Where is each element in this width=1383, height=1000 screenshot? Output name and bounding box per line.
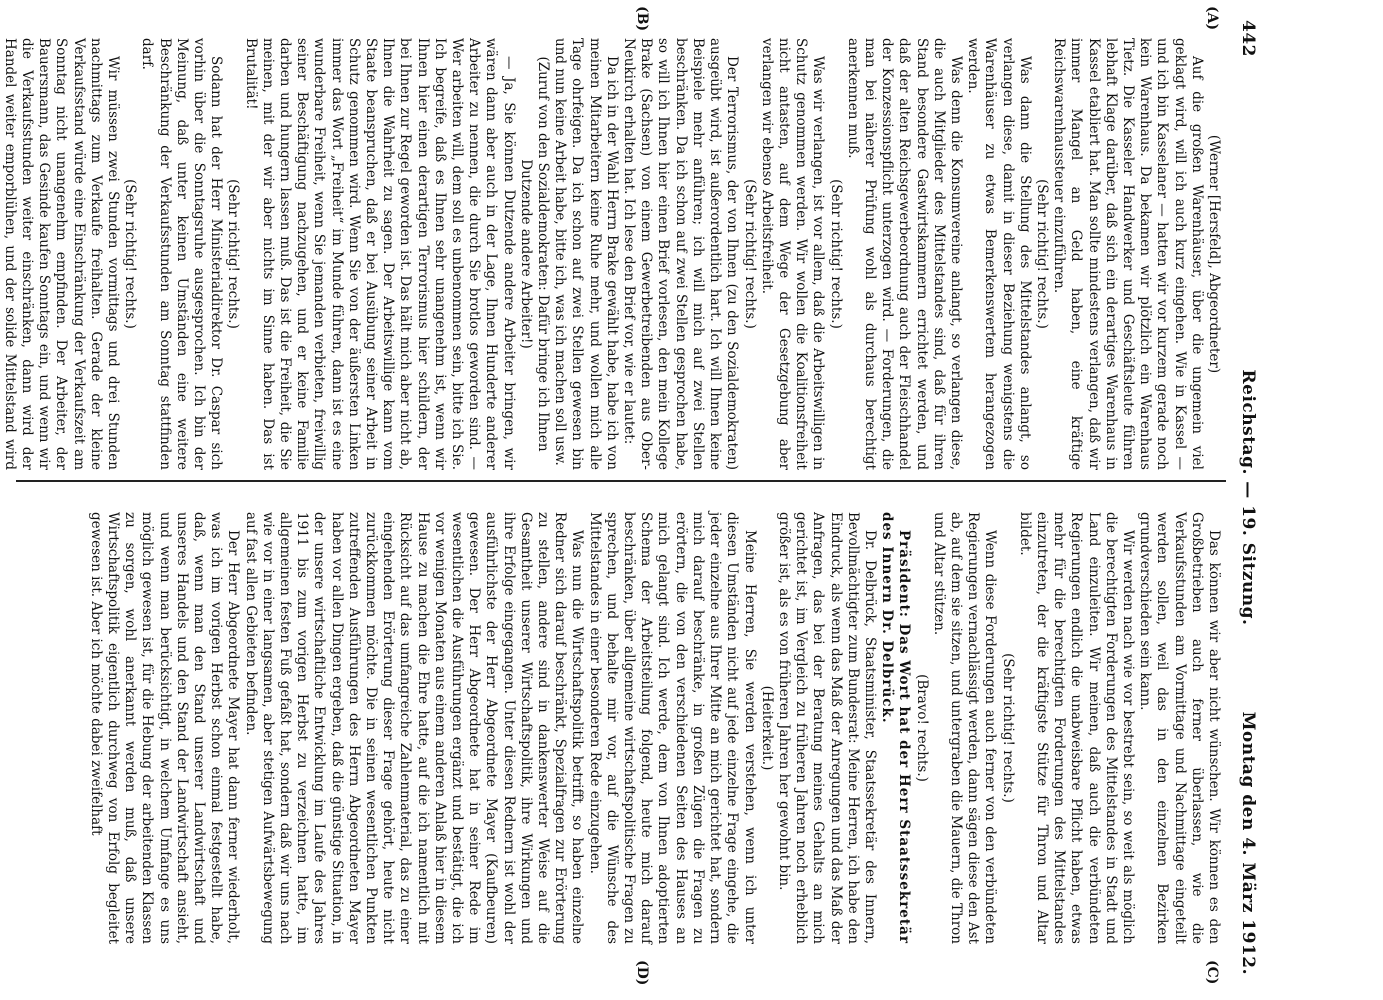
paragraph: Der Herr Abgeordnete Mayer hat dann ferner wiederholt, was ich im vorigen Herbst schon einmal festgestellt habe, daß, wenn man den Stand unserer Landwirtschaft und unseres Handels und den Stand der Landwirtschaft ansieht, und wenn man berücksichtigt, in welchem Umfange es uns möglich gewesen ist, für die Hebung der arbeitenden Klassen zu sorgen, wohl anerkannt werden muß, daß unsere Wirtschaftspolitik eigentlich durchweg von Erfolg begleitet gewesen ist. Aber ich möchte dabei zweifelhaft [87, 512, 242, 944]
paragraph: Auf die großen Warenhäuser, über die ungemein viel geklagt wird, will ich auch kurz eingehen. Wie in Kassel — und ich bin Kasselaner — hatten wir vor kurzem gerade noch kein Warenhaus. Da bekamen wir plötzlich ein Warenhaus Tietz. Die Kasseler Handwerker und Geschäftsleute führen lebhaft Klage darüber, daß sich ein derartiges Warenhaus in Kassel etabliert hat. Man sollte mindestens verlangen, daß wir immer Mangel an Geld haben, eine kräftige Reichswarenhaussteuer einzuführen. [1051, 38, 1205, 470]
paragraph: Da ich in der Wahl Herrn Brake gewählt habe, habe ich von meinen Mitarbeitern keine Ruhe mehr, und wollen mich alle Tage ohrfeigen. Da ich schon auf zwei Stellen gewesen bin und nun keine Arbeit habe, bitte ich, was ich machen soll usw. [552, 38, 620, 470]
interjection: (Bravo! rechts.) [913, 674, 930, 782]
paragraph: Der Terrorismus, der von Ihnen (zu den Sozialdemokraten) ausgeübt wird, ist außerordentlich hart. Ich will Ihnen keine Beispiele mehr anführen; ich will mich auf zwei Stellen beschränken. Da ich schon auf zwei Stellen gesprochen habe, so will ich Ihnen hier einen Brief vorlesen, den mein Kollege Brake (Sachsen) von einem Gewerbetreibenden aus Ober-Neukirch erhalten hat. Ich lese den Brief vor, wie er lautet: [621, 38, 741, 470]
paragraph: Präsident: Das Wort hat der Herr Staatssekretär des Innern Dr. Delbrück. [879, 512, 913, 944]
paragraph: Sodann hat der Herr Ministerialdirektor Dr. Caspar sich vorhin über die Sonntagsruhe ausgesprochen. Ich bin der Meinung, daß unter keinen Umständen eine weitere Beschränkung der Verkaufsstunden am Sonntag stattfinden darf. [139, 38, 225, 470]
paragraph: Dr. Delbrück, Staatsminister, Staatssekretär des Innern, Bevollmächtigter zum Bundesrat: Meine Herren, ich habe den Eindruck, als wenn das Maß der Anregungen und das Maß der Anfragen, das bei der Beratung meines Gehalts an mich gerichtet ist, im Vergleich zu früheren Jahren noch erheblich größer ist, als es von früheren Jahren her gewohnt bin. [775, 512, 878, 944]
margin-mark-d: (D) [634, 960, 650, 986]
interjection: (Zuruf von den Sozialdemokraten: Dafür bringe ich Ihnen Dutzende andere Arbeiter!) [517, 56, 552, 452]
left-text-column [1, 38, 1222, 470]
interjection: (Sehr richtig! rechts.) [122, 179, 139, 329]
paragraph: Was nun die Wirtschaftspolitik betrifft, so haben einzelne Redner sich darauf beschränkt, Spezialfragen zur Erörterung zu stellen, andere sind in dankenswerter Weise auf die Gesamtheit unserer Wirtschaftspolitik, ihre Wirkungen und ihre Erfolge eingegangen. Unter diesen Rednern ist wohl der ausführlichste der Herr Abgeordnete Mayer (Kaufbeuren) gewesen. Der Herr Abgeordnete hat in seiner Rede im wesentlichen die Ausführungen ergänzt und bestätigt, die ich vor wenigen Monaten aus einem anderen Anlaß hier in diesem Hause zu machen die Ehre hatte, auf die ich namentlich mit Rücksicht auf das umfangreiche Zahlenmaterial, das zu einer eingehenden Erörterung dieser Frage gehört, heute nicht zurückkommen möchte. Die in seinen wesentlichen Punkten zutreffenden Ausführungen des Herrn Abgeordneten Mayer haben vor allen Dingen ergeben, daß die günstige Situation, in der unsere wirtschaftliche Entwicklung im Laufe des Jahres 1911 bis zum vorigen Herbst zu verzeichnen hatte, im allgemeinen festen Fuß gefaßt hat, sondern daß wir uns nach wie vor in einer langsamen, aber stetigen Aufwärtsbewegung auf fast allen Gebieten befinden. [242, 512, 586, 944]
interjection: (Sehr richtig! rechts.) [999, 653, 1016, 803]
session-date: Montag den 4. März 1912. [1238, 711, 1258, 975]
margin-mark-a: (A) [1204, 6, 1220, 31]
paragraph: Was denn die Konsumvereine anlangt, so verlangen diese, die auch Mitglieder des Mittelstandes sind, daß für ihren Stand besondere Gastwirtskammern errichtet werden, und daß der alten Reichsgewerbeordnung auch der Fleischhandel der Konzessionspflicht unterzogen wird. — Forderungen, die man bei näherer Prüfung wohl als durchaus berechtigt anerkennen muß. [844, 38, 964, 470]
margin-mark-b: (B) [634, 6, 650, 32]
paragraph: Wenn diese Forderungen auch ferner von den verbündeten Regierungen vernachlässigt werden, dann sägen diese den Ast ab, auf dem sie sitzen, und untergraben die Mauern, die Thron und Altar stützen. [930, 512, 999, 944]
interjection: (Sehr richtig! rechts.) [741, 179, 758, 329]
column-divider [16, 480, 1226, 482]
page-number: 442 [1238, 20, 1258, 57]
right-text-column [12, 512, 1222, 944]
interjection: (Heiterkeit.) [758, 685, 775, 771]
paragraph: Wir müssen zwei Stunden vormittags und drei Stunden nachmittags zum Verkaufe freihalten. Gerade der kleine Verkaufsstand würde eine Einschränkung der Verkaufszeit am Sonntag nicht unangenehm empfinden. Der Arbeiter, der Bauersmann, das Gesinde kaufen Sonntags ein, und wenn wir die Verkaufsstunden weiter einschränken, dann wird der Handel weiter emporblühen, und der solide Mittelstand wird [1, 38, 121, 470]
interjection: (Sehr richtig! rechts.) [225, 179, 242, 329]
paragraph: Wir werden nach wie vor bestrebt sein, so weit als möglich die berechtigten Forderungen des Mittelstandes in Stadt und Land einzuleiten. Wir meinen, daß auch die verbündeten Regierungen endlich die unabweisbare Pflicht haben, etwas mehr für die berechtigten Forderungen des Mittelstandes einzutreten, der die kräftigste Stütze für Thron und Altar bildet. [1016, 512, 1136, 944]
page-title: Reichstag. — 19. Sitzung. [1238, 369, 1258, 626]
paragraph: Was wir verlangen, ist vor allem, daß die Arbeitswilligen in Schutz genommen werden. Wir wollen die Koalitionsfreiheit nicht antasten, auf dem Wege der Gesetzgebung aber verlangen wir ebenso Arbeitsfreiheit. [758, 38, 827, 470]
interjection: (Sehr richtig! rechts.) [827, 179, 844, 329]
margin-mark-c: (C) [1204, 960, 1220, 985]
page-header [1230, 20, 1258, 975]
paragraph: Was dann die Stellung des Mittelstandes anlangt, so verlangen diese, damit in dieser Beziehung wenigstens die Warenhäuser zu etwas Bemerkenswertem herangezogen werden. [965, 38, 1033, 470]
paragraph: Meine Herren, Sie werden verstehen, wenn ich unter diesen Umständen nicht auf jede einzelne Frage eingehe, die jeder einzelne aus Ihrer Mitte an mich gerichtet hat, sondern mich darauf beschränke, in großen Zügen die Fragen zu erörtern, die von den verschiedenen Seiten des Hauses an mich gelangt sind. Ich werde, dem von Ihnen adoptierten Schema der Arbeitsteilung folgend, heute mich darauf beschränken, über allgemeine wirtschaftspolitische Fragen zu sprechen, und behalte mir vor, auf die Wünsche des Mittelstandes in einer besonderen Rede einzugehen. [586, 512, 758, 944]
interjection: (Werner [Hersfeld], Abgeordneter) [1206, 134, 1222, 374]
interjection: (Sehr richtig! rechts.) [1033, 179, 1050, 329]
paragraph: Das können wir aber nicht wünschen. Wir können es den Großbetrieben auch ferner überlassen, wie die Verkaufsstunden am Vormittage und Nachmittage eingeteilt werden sollen, weil das in den einzelnen Bezirken grundverschieden sein kann. [1137, 512, 1222, 944]
paragraph: — Ja, Sie können Dutzende andere Arbeiter bringen, wir wären dann aber auch in der Lage, Ihnen Hunderte anderer Arbeiter zu nennen, die durch Sie brotlos geworden sind. — Wer arbeiten will, dem soll es unbenommen sein, bitte ich Sie. Ich begreife, daß es Ihnen sehr unangenehm ist, wenn wir Ihnen hier einen derartigen Terrorismus hier schildern, der bei Ihnen zur Regel geworden ist. Das hält mich aber nicht ab, Ihnen die Wahrheit zu sagen. Der Arbeitswillige kann vom Staate beanspruchen, daß er bei Ausübung seiner Arbeit in Schutz genommen wird. Wenn Sie von der äußersten Linken immer das Wort „Freiheit“ im Munde führen, dann ist es eine wunderbare Freiheit, wenn Sie jemanden verbieten, freiwillig seiner Beschäftigung nachzugehen, und er keine Familie darben und hungern lassen muß. Das ist die Freiheit, die Sie meinen, mit der wir aber nichts im Sinne haben. Das ist Brutalität! [242, 38, 517, 470]
